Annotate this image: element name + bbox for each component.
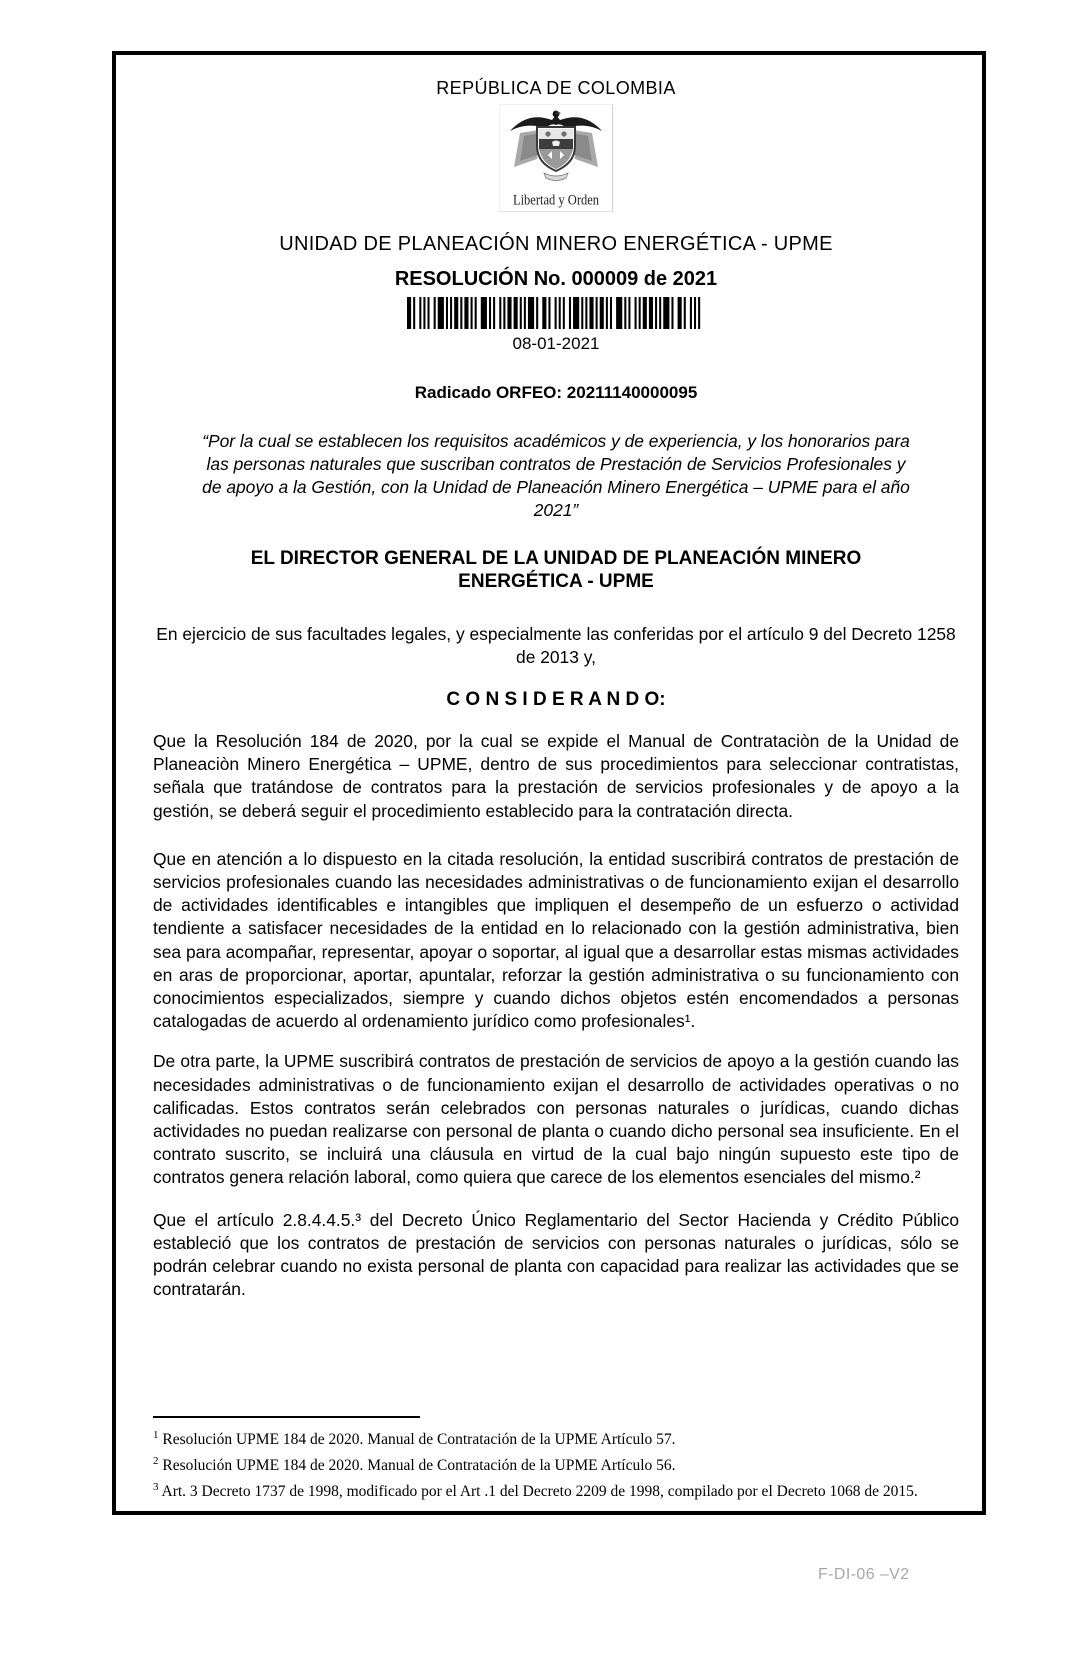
considerando-heading: C O N S I D E R A N D O: bbox=[446, 689, 666, 710]
coat-of-arms-icon bbox=[504, 105, 608, 193]
body-paragraph: Que el artículo 2.8.4.4.5.³ del Decreto Único Reglamentario del Sector Hacienda y Crédito Público estableció que los contratos de prestación de servicios con personas naturales o jurídicas, sólo se podrán celebrar cuando no exista personal de planta con capacidad para realizar las actividades que se contratarán. bbox=[153, 1209, 959, 1300]
preamble-text: En ejercicio de sus facultades legales, y especialmente las conferidas por el artículo 9 del Decreto 1258 de 2013 y, bbox=[156, 624, 956, 667]
entity-title: UNIDAD DE PLANEACIÓN MINERO ENERGÉTICA - UPME bbox=[279, 233, 833, 255]
radicado-line: Radicado ORFEO: 20211140000095 bbox=[414, 383, 698, 402]
resolution-title: RESOLUCIÓN No. 000009 de 2021 bbox=[394, 268, 718, 290]
body-paragraph: Que la Resolución 184 de 2020, por la cual se expide el Manual de Contrataciòn de la Unidad de Planeaciòn Minero Energética – UPME, dentro de sus procedimientos para seleccionar contratistas, señala que tratándose de contratos para la prestación de servicios profesionales y de apoyo a la gestión, se deberá seguir el procedimiento establecido para la contratación directa. bbox=[153, 731, 959, 821]
footnote-marker: 2 bbox=[153, 1455, 159, 1468]
body-paragraph: Que en atención a lo dispuesto en la citada resolución, la entidad suscribirá contratos de prestación de servicios profesionales cuando las necesidades administrativas o de funcionamiento exijan el desarrollo de actividades identificables e intangibles que impliquen el desempeño de un esfuerzo o actividad tendiente a satisfacer necesidades de la entidad en lo relacionado con la gestión administrativa, bien sea para acompañar, representar, apoyar o soportar, al igual que a desarrollar estas mismas actividades en aras de proporcionar, aportar, apuntalar, reforzar la gestión administrativa o su funcionamiento con conocimientos especializados, siempre y cuando dichos objetos estén encomendados a personas catalogadas de acuerdo al ordenamiento jurídico como profesionales¹. bbox=[153, 848, 959, 1032]
issuer-heading: EL DIRECTOR GENERAL DE LA UNIDAD DE PLANEACIÓN MINERO ENERGÉTICA - UPME bbox=[250, 548, 862, 592]
footnote bbox=[153, 1425, 952, 1451]
footnote-marker: 3 bbox=[153, 1481, 159, 1494]
footnote-marker: 1 bbox=[153, 1429, 159, 1442]
subject-quote: “Por la cual se establecen los requisitos académicos y de experiencia, y los honorarios para las personas naturales que suscriban contratos de Prestación de Servicios Profesionales y de apoyo a la Gestión, con la Unidad de Planeación Minero Energética – UPME para el año 2021” bbox=[202, 431, 910, 520]
republic-title: REPÚBLICA DE COLOMBIA bbox=[436, 78, 676, 98]
footnote-text: Art. 3 Decreto 1737 de 1998, modificado por el Art .1 del Decreto 2209 de 1998, compilado por el Decreto 1068 de 2015. bbox=[158, 1483, 918, 1501]
barcode bbox=[407, 297, 705, 329]
footnote-separator bbox=[153, 1416, 420, 1418]
resolution-date: 08-01-2021 bbox=[512, 334, 600, 353]
document-content bbox=[116, 55, 982, 1301]
coat-of-arms bbox=[499, 104, 613, 212]
footnotes-section bbox=[153, 1416, 952, 1503]
body-paragraph: De otra parte, la UPME suscribirá contratos de prestación de servicios de apoyo a la gestión cuando las necesidades administrativas o de funcionamiento exijan el desarrollo de actividades operativas o no calificadas. Estos contratos serán celebrados con personas naturales o jurídicas, cuando dichas actividades no puedan realizarse con personal de planta o cuando dicho personal sea insuficiente. En el contrato suscrito, se incluirá una cláusula en virtud de la cual bajo ningún supuesto este tipo de contratos genera relación laboral, como quiera que carece de los elementos esenciales del mismo.² bbox=[153, 1051, 959, 1188]
footnote bbox=[153, 1451, 952, 1477]
emblem-motto: Libertad y Orden bbox=[512, 191, 600, 208]
form-code: F-DI-06 –V2 bbox=[818, 1566, 910, 1583]
footnote-text: Resolución UPME 184 de 2020. Manual de Contratación de la UPME Artículo 56. bbox=[158, 1457, 676, 1475]
footnote-text: Resolución UPME 184 de 2020. Manual de Contratación de la UPME Artículo 57. bbox=[158, 1431, 676, 1449]
document-frame bbox=[112, 51, 986, 1515]
footnote bbox=[153, 1477, 952, 1503]
